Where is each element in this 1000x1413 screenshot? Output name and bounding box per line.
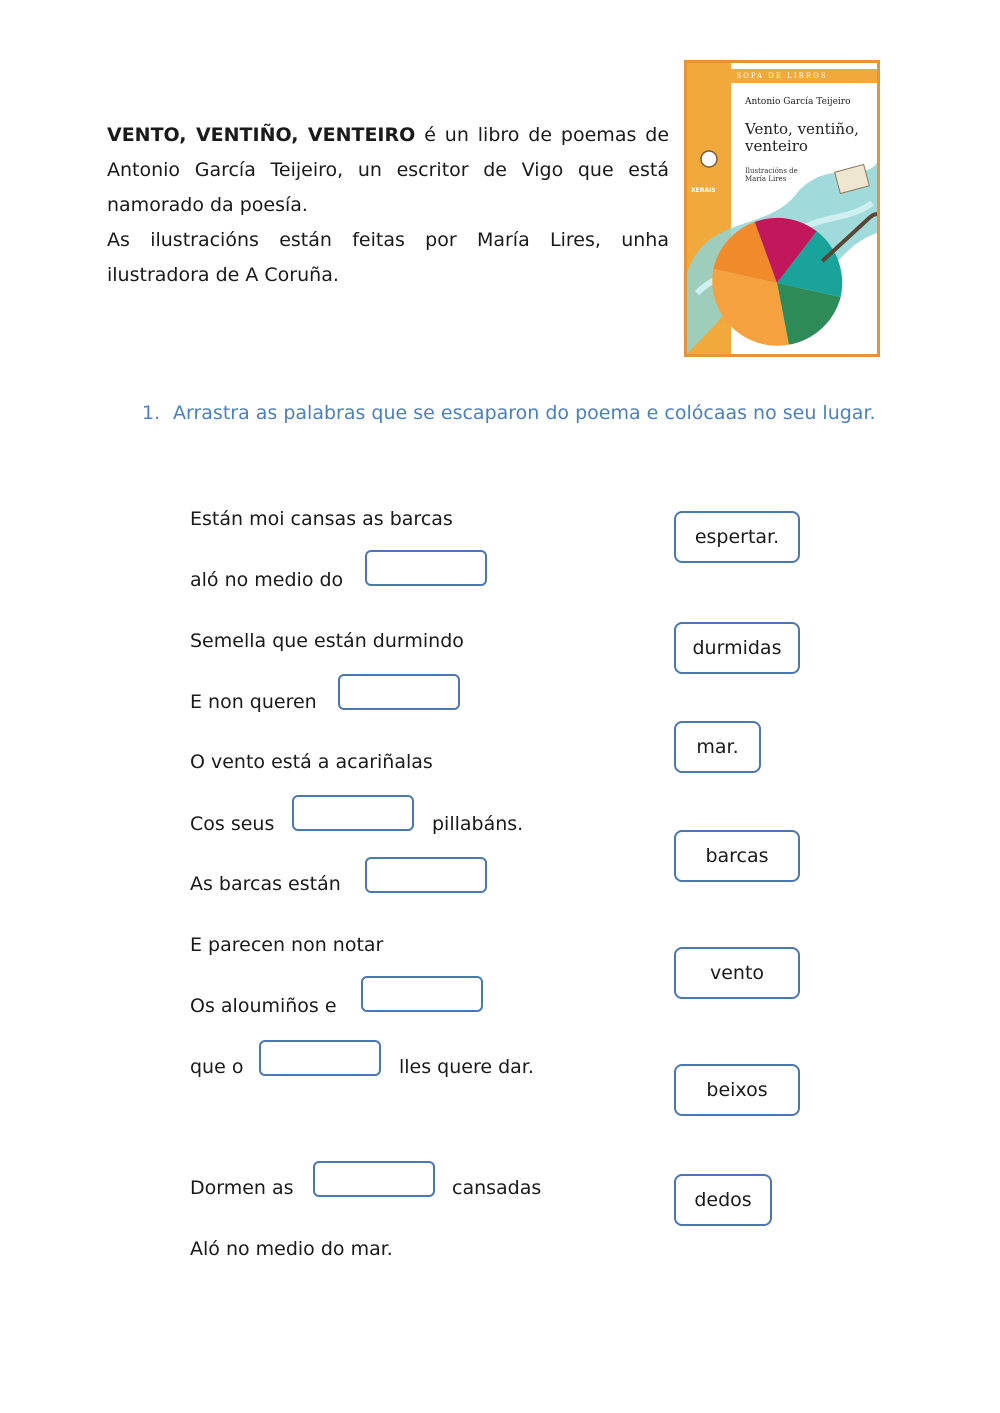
drop-slot-1[interactable]	[365, 550, 487, 586]
poem-line-6-end: pillabáns.	[432, 813, 524, 835]
poem-line-11-end: cansadas	[452, 1177, 542, 1199]
task-text: Arrastra as palabras que se escaparon do poema e colócaas no seu lugar.	[173, 402, 876, 424]
cover-series: SOPA DE LIBROS	[687, 69, 877, 83]
poem-line-10-start: que o	[190, 1056, 244, 1078]
poem-line-11-start: Dormen as	[190, 1177, 294, 1199]
drop-slot-6[interactable]	[259, 1040, 381, 1076]
word-tile-barcas[interactable]: barcas	[674, 830, 800, 882]
poem-line-4: E non queren	[190, 691, 317, 713]
task-number: 1.	[142, 402, 161, 424]
word-tile-dedos[interactable]: dedos	[674, 1174, 772, 1226]
book-cover-image	[684, 60, 880, 357]
word-tile-mar[interactable]: mar.	[674, 721, 761, 773]
poem-line-6-start: Cos seus	[190, 813, 275, 835]
cover-publisher: XERAIS	[691, 187, 716, 194]
intro-sentence-1: é un libro de poemas de Antonio García Teijeiro, un escritor de Vigo que está namorado da poesía.	[107, 124, 670, 216]
cup-icon	[701, 151, 717, 167]
cover-title: Vento, ventiño, venteiro	[745, 120, 859, 155]
poem-line-7: As barcas están	[190, 873, 341, 895]
drop-slot-7[interactable]	[313, 1161, 435, 1197]
word-tile-espertar[interactable]: espertar.	[674, 511, 800, 563]
task-instruction	[142, 396, 892, 431]
intro-sentence-2: As ilustracións están feitas por María Lires, unha ilustradora de A Coruña.	[107, 229, 669, 286]
drop-slot-2[interactable]	[338, 674, 460, 710]
word-tile-vento[interactable]: vento	[674, 947, 800, 999]
poem-line-12: Aló no medio do mar.	[190, 1238, 393, 1260]
poem-line-8: E parecen non notar	[190, 934, 384, 956]
drop-slot-4[interactable]	[365, 857, 487, 893]
drop-slot-3[interactable]	[292, 795, 414, 831]
poem-line-1: Están moi cansas as barcas	[190, 508, 453, 530]
poem-line-9: Os aloumiños e	[190, 995, 337, 1017]
drop-slot-5[interactable]	[361, 976, 483, 1012]
poem-line-3: Semella que están durmindo	[190, 630, 464, 652]
cover-author: Antonio García Teijeiro	[745, 97, 851, 107]
poem-line-2: aló no medio do	[190, 569, 344, 591]
poem-line-5: O vento está a acariñalas	[190, 751, 433, 773]
word-tile-durmidas[interactable]: durmidas	[674, 622, 800, 674]
intro-paragraph	[107, 118, 669, 293]
cover-illustrator: Ilustracións de María Lires	[745, 167, 798, 183]
poem-line-10-end: lles quere dar.	[399, 1056, 534, 1078]
book-title: VENTO, VENTIÑO, VENTEIRO	[107, 124, 416, 146]
word-tile-beixos[interactable]: beixos	[674, 1064, 800, 1116]
